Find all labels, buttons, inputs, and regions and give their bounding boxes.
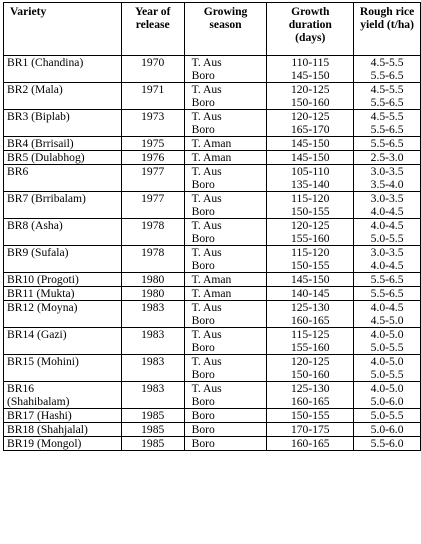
cell-duration [267,219,354,246]
cell-duration-line: 105-110 [291,165,330,178]
cell-variety [4,437,122,451]
cell-year: 1980 [121,273,184,287]
cell-season [184,355,267,382]
cell-season-line: T. Aus [191,382,222,395]
cell-year: 1983 [121,382,184,409]
cell-yield-line: 5.0-5.5 [370,368,404,381]
cell-yield [354,355,421,382]
cell-year: 1985 [121,409,184,423]
cell-duration-line: 150-155 [290,259,330,272]
cell-yield-line: 4.0-4.5 [370,259,404,272]
cell-yield [354,328,421,355]
cell-yield [354,137,421,151]
cell-season-line: T. Aus [191,56,222,69]
cell-yield-line: 4.0-4.5 [370,205,404,218]
cell-season-line: Boro [191,123,215,136]
cell-variety [4,301,122,328]
cell-yield-line: 5.5-6.5 [370,96,404,109]
cell-yield-line: 4.5-5.5 [370,56,404,69]
cell-duration-line: 160-165 [290,314,330,327]
cell-season [184,382,267,409]
cell-yield-line: 5.5-6.5 [370,287,404,300]
table-row [4,137,421,151]
cell-season-line: Boro [191,259,215,272]
cell-yield-line: 3.0-3.5 [370,246,404,259]
cell-duration [267,382,354,409]
cell-yield-line: 5.0-5.5 [370,232,404,245]
cell-season-line: Boro [191,395,215,408]
cell-duration [267,137,354,151]
cell-variety-line: (Shahibalam) [7,395,70,408]
cell-season-line: Boro [191,178,215,191]
cell-season [184,273,267,287]
cell-year: 1976 [121,151,184,165]
cell-duration [267,437,354,451]
cell-variety [4,151,122,165]
header-season [184,3,267,56]
cell-variety [4,423,122,437]
cell-variety-line: BR14 (Gazi) [7,328,67,341]
cell-duration [267,355,354,382]
header-duration-line-3: (days) [295,31,326,44]
cell-variety-line: BR2 (Mala) [7,83,63,96]
cell-variety [4,328,122,355]
cell-season-line: T. Aus [191,301,222,314]
table-row [4,423,421,437]
cell-season-line: T. Aus [191,246,222,259]
header-yield-line-1: Rough rice [359,5,415,18]
cell-duration-line: 155-160 [290,232,330,245]
cell-variety-line: BR6 [7,165,29,178]
cell-duration-line: 160-165 [290,437,330,450]
cell-season-line: Boro [191,314,215,327]
cell-season [184,165,267,192]
cell-season [184,83,267,110]
cell-season [184,151,267,165]
cell-variety-line: BR17 (Hashi) [7,409,72,422]
cell-variety-line: BR7 (Brribalam) [7,192,86,205]
cell-duration [267,151,354,165]
cell-duration-line: 145-150 [290,273,330,286]
cell-year: 1973 [121,110,184,137]
cell-duration-line: 155-160 [290,341,330,354]
cell-yield [354,246,421,273]
cell-year: 1980 [121,287,184,301]
cell-season-line: T. Aman [191,287,232,300]
cell-yield-line: 4.5-5.5 [370,110,404,123]
cell-duration [267,246,354,273]
table-row [4,409,421,423]
cell-season-line: Boro [191,423,215,436]
cell-duration [267,110,354,137]
table-row [4,437,421,451]
cell-yield-line: 2.5-3.0 [370,151,404,164]
table-row [4,328,421,355]
table-row [4,246,421,273]
cell-year: 1971 [121,83,184,110]
cell-yield-line: 5.0-5.5 [370,409,404,422]
cell-yield [354,423,421,437]
cell-duration [267,328,354,355]
table-row [4,151,421,165]
cell-duration-line: 120-125 [290,355,330,368]
cell-yield [354,219,421,246]
cell-variety-line: BR3 (Biplab) [7,110,70,123]
cell-yield-line: 4.0-5.0 [370,382,404,395]
header-year-line-2: release [135,18,170,31]
cell-variety [4,409,122,423]
table-row [4,273,421,287]
table-header [4,3,421,56]
cell-yield-line: 4.0-5.0 [370,355,404,368]
cell-variety [4,219,122,246]
cell-duration-line: 140-145 [290,287,330,300]
cell-season-line: Boro [191,205,215,218]
header-yield-line-2: yield (t/ha) [360,18,414,31]
cell-duration [267,273,354,287]
cell-variety-line: BR19 (Mongol) [7,437,82,450]
cell-year: 1985 [121,423,184,437]
cell-yield-line: 3.0-3.5 [370,192,404,205]
cell-yield [354,56,421,83]
cell-duration-line: 115-120 [291,246,330,259]
cell-season-line: T. Aman [191,151,232,164]
header-duration [267,3,354,56]
table-row [4,83,421,110]
cell-variety [4,56,122,83]
cell-duration [267,56,354,83]
cell-variety [4,382,122,409]
cell-duration-line: 120-125 [290,83,330,96]
cell-year: 1977 [121,192,184,219]
cell-duration-line: 150-155 [290,205,330,218]
cell-variety-line: BR4 (Brrisail) [7,137,74,150]
cell-yield-line: 4.5-5.5 [370,83,404,96]
header-year [121,3,184,56]
cell-year: 1978 [121,219,184,246]
cell-season [184,423,267,437]
cell-duration-line: 125-130 [290,382,330,395]
cell-season-line: Boro [191,368,215,381]
cell-yield-line: 5.5-6.5 [370,273,404,286]
cell-duration-line: 150-160 [290,96,330,109]
cell-year: 1983 [121,328,184,355]
cell-season-line: Boro [191,96,215,109]
rice-variety-table [3,2,421,451]
header-season-line-2: season [209,18,242,31]
table-body [4,56,421,451]
cell-season-line: T. Aus [191,83,222,96]
cell-yield-line: 4.0-4.5 [370,301,404,314]
cell-yield-line: 5.0-6.0 [370,395,404,408]
cell-duration-line: 120-125 [290,110,330,123]
cell-season [184,409,267,423]
cell-variety-line: BR10 (Progoti) [7,273,79,286]
cell-yield [354,409,421,423]
cell-duration-line: 135-140 [290,178,330,191]
cell-yield-line: 5.0-5.5 [370,341,404,354]
cell-variety [4,273,122,287]
table-row [4,382,421,409]
cell-year: 1983 [121,355,184,382]
cell-yield [354,273,421,287]
cell-duration-line: 110-115 [291,56,330,69]
cell-season-line: Boro [191,437,215,450]
cell-season [184,110,267,137]
table-row [4,355,421,382]
header-yield [354,3,421,56]
cell-season [184,437,267,451]
cell-variety-line: BR16 [7,382,35,395]
cell-yield-line: 4.0-4.5 [370,219,404,232]
cell-season-line: Boro [191,232,215,245]
cell-duration-line: 145-150 [290,151,330,164]
cell-variety [4,246,122,273]
cell-season [184,137,267,151]
cell-year: 1977 [121,165,184,192]
cell-variety [4,137,122,151]
cell-season [184,328,267,355]
table-row [4,110,421,137]
cell-yield-line: 5.5-6.5 [370,69,404,82]
cell-duration [267,83,354,110]
cell-duration-line: 160-165 [290,395,330,408]
cell-duration-line: 115-120 [291,192,330,205]
cell-variety-line: BR15 (Mohini) [7,355,79,368]
cell-season [184,56,267,83]
cell-year: 1983 [121,301,184,328]
cell-year: 1975 [121,137,184,151]
cell-variety [4,165,122,192]
cell-season [184,246,267,273]
cell-season-line: T. Aus [191,355,222,368]
cell-yield [354,83,421,110]
cell-duration [267,423,354,437]
cell-duration-line: 150-155 [290,409,330,422]
cell-duration [267,287,354,301]
header-duration-line-2: duration [288,18,332,31]
header-duration-line-1: Growth [291,5,330,18]
cell-variety [4,192,122,219]
table-row [4,301,421,328]
cell-year: 1970 [121,56,184,83]
cell-yield-line: 5.5-6.5 [370,137,404,150]
cell-yield-line: 4.5-5.0 [370,314,404,327]
cell-variety-line: BR12 (Moyna) [7,301,78,314]
cell-yield-line: 3.5-4.0 [370,178,404,191]
cell-duration-line: 115-125 [291,328,330,341]
cell-duration-line: 145-150 [290,137,330,150]
cell-season-line: T. Aus [191,219,222,232]
header-variety-text: Variety [10,5,47,18]
cell-season-line: T. Aus [191,110,222,123]
header-row [4,3,421,56]
table-row [4,165,421,192]
cell-variety [4,83,122,110]
cell-variety-line: BR9 (Sufala) [7,246,69,259]
cell-duration-line: 120-125 [290,219,330,232]
cell-variety [4,287,122,301]
cell-season-line: Boro [191,409,215,422]
cell-season [184,219,267,246]
cell-duration-line: 145-150 [290,69,330,82]
cell-season-line: T. Aman [191,273,232,286]
cell-season-line: T. Aman [191,137,232,150]
cell-yield-line: 3.0-3.5 [370,165,404,178]
cell-duration [267,165,354,192]
cell-yield [354,151,421,165]
cell-season-line: Boro [191,341,215,354]
cell-season-line: Boro [191,69,215,82]
table-row [4,192,421,219]
cell-variety-line: BR18 (Shahjalal) [7,423,88,436]
cell-variety-line: BR1 (Chandina) [7,56,84,69]
cell-season-line: T. Aus [191,165,222,178]
header-year-line-1: Year of [134,5,171,18]
cell-yield [354,110,421,137]
cell-variety-line: BR5 (Dulabhog) [7,151,85,164]
cell-yield-line: 5.5-6.5 [370,123,404,136]
cell-season-line: T. Aus [191,192,222,205]
cell-yield [354,192,421,219]
cell-variety-line: BR11 (Mukta) [7,287,75,300]
table-row [4,56,421,83]
cell-yield [354,437,421,451]
cell-season [184,301,267,328]
cell-duration [267,409,354,423]
cell-yield [354,301,421,328]
table-row [4,219,421,246]
header-season-line-1: Growing [203,5,248,18]
cell-yield [354,287,421,301]
table-row [4,287,421,301]
cell-yield-line: 4.0-5.0 [370,328,404,341]
cell-yield-line: 5.0-6.0 [370,423,404,436]
rice-variety-table-container [3,2,421,451]
cell-yield [354,382,421,409]
cell-yield-line: 5.5-6.0 [370,437,404,450]
cell-year: 1978 [121,246,184,273]
cell-duration-line: 125-130 [290,301,330,314]
cell-duration [267,301,354,328]
cell-variety [4,110,122,137]
cell-season [184,192,267,219]
cell-duration-line: 170-175 [290,423,330,436]
cell-season [184,287,267,301]
cell-duration-line: 165-170 [290,123,330,136]
cell-variety [4,355,122,382]
header-variety [4,3,122,56]
cell-duration [267,192,354,219]
cell-variety-line: BR8 (Asha) [7,219,63,232]
cell-yield [354,165,421,192]
cell-duration-line: 150-160 [290,368,330,381]
cell-year: 1985 [121,437,184,451]
cell-season-line: T. Aus [191,328,222,341]
